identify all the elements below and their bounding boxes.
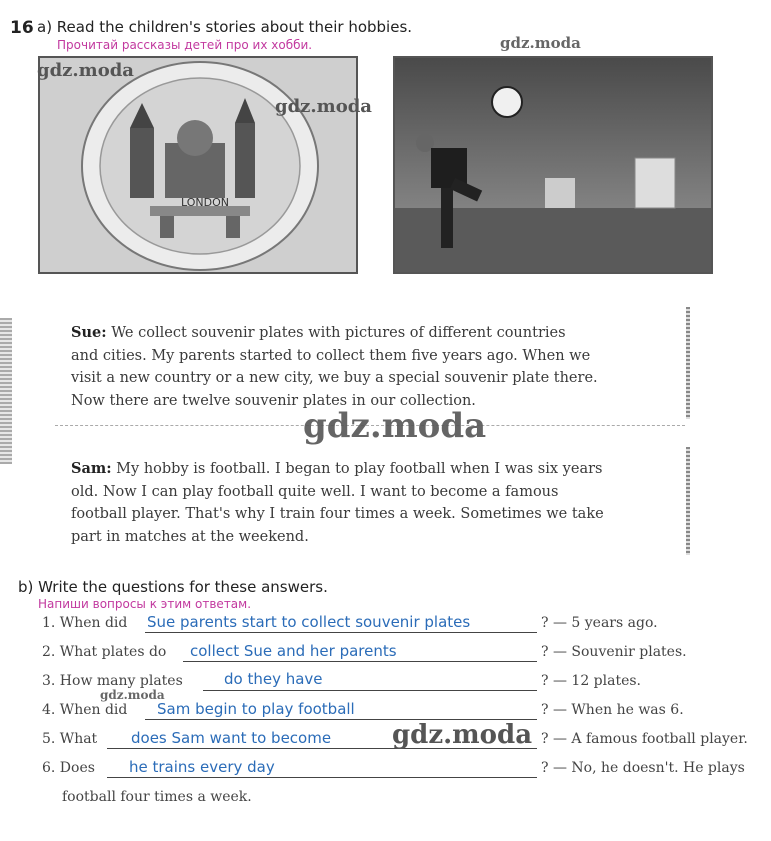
story-sam-line-2: old. Now I can play football quite well. I want to become a famous: [71, 483, 559, 500]
question-6-line: [107, 777, 537, 778]
story-sue-line-4: Now there are twelve souvenir plates in our collection.: [71, 392, 476, 409]
question-1-response: ? — 5 years ago.: [541, 615, 658, 631]
story-sue-edge: [686, 307, 690, 419]
page-edge-left: [0, 318, 12, 464]
question-6-response: ? — No, he doesn't. He plays: [541, 760, 745, 776]
story-sue-line-3: visit a new country or a new city, we buy a special souvenir plate there.: [71, 370, 598, 386]
souvenir-plate-illustration: [40, 58, 356, 272]
question-6-prompt: 6. Does: [42, 760, 95, 776]
watermark: gdz.moda: [392, 720, 533, 750]
story-sam-line-1: My hobby is football. I began to play football when I was six years: [116, 461, 603, 477]
question-1-answer: Sue parents start to collect souvenir plates: [147, 613, 471, 631]
question-2-prompt: 2. What plates do: [42, 644, 167, 660]
question-6-continuation: football four times a week.: [62, 789, 252, 805]
story-sam-line-3: football player. That's why I train four times a week. Sometimes we take: [71, 506, 604, 522]
question-2-line: [183, 661, 537, 662]
question-2-response: ? — Souvenir plates.: [541, 644, 687, 660]
question-3-line: [203, 690, 537, 691]
question-4-prompt: 4. When did: [42, 702, 128, 718]
football-player-photo: [393, 56, 713, 274]
story-sam-edge: [686, 447, 690, 555]
question-3-prompt: 3. How many plates: [42, 673, 183, 689]
story-sam-line-4: part in matches at the weekend.: [71, 528, 309, 545]
watermark: gdz.moda: [100, 688, 165, 702]
watermark: gdz.moda: [275, 96, 372, 117]
question-6-answer: he trains every day: [129, 758, 275, 776]
question-5-prompt: 5. What: [42, 731, 98, 747]
question-5-response: ? — A famous football player.: [541, 731, 748, 747]
story-sam-name: Sam:: [71, 460, 112, 477]
question-3-answer: do they have: [224, 670, 323, 688]
story-sam: [71, 458, 671, 548]
question-1-line: [145, 632, 537, 633]
football-player-illustration: [395, 58, 711, 272]
story-sue-line-1: We collect souvenir plates with pictures of different countries: [111, 325, 566, 341]
exercise-number: 16: [10, 18, 34, 38]
question-1-prompt: 1. When did: [42, 615, 128, 631]
question-3-response: ? — 12 plates.: [541, 673, 642, 689]
plate-caption: LONDON: [181, 196, 229, 209]
souvenir-plate-photo: [38, 56, 358, 274]
watermark: gdz.moda: [37, 60, 134, 81]
question-2-answer: collect Sue and her parents: [190, 642, 397, 660]
question-5-answer: does Sam want to become: [131, 729, 332, 747]
part-b-translation: Напиши вопросы к этим ответам.: [38, 597, 252, 611]
part-b-title: b) Write the questions for these answers.: [18, 578, 328, 596]
watermark: gdz.moda: [500, 34, 581, 52]
part-a-title: a) Read the children's stories about their hobbies.: [37, 18, 413, 36]
part-a-translation: Прочитай рассказы детей про их хобби.: [57, 38, 313, 52]
question-4-answer: Sam begin to play football: [157, 700, 355, 718]
question-4-response: ? — When he was 6.: [541, 702, 684, 718]
watermark: gdz.moda: [303, 406, 487, 446]
story-sue-line-2: and cities. My parents started to collect them five years ago. When we: [71, 347, 591, 364]
story-sue-name: Sue:: [71, 324, 107, 341]
story-sue: [71, 322, 671, 412]
